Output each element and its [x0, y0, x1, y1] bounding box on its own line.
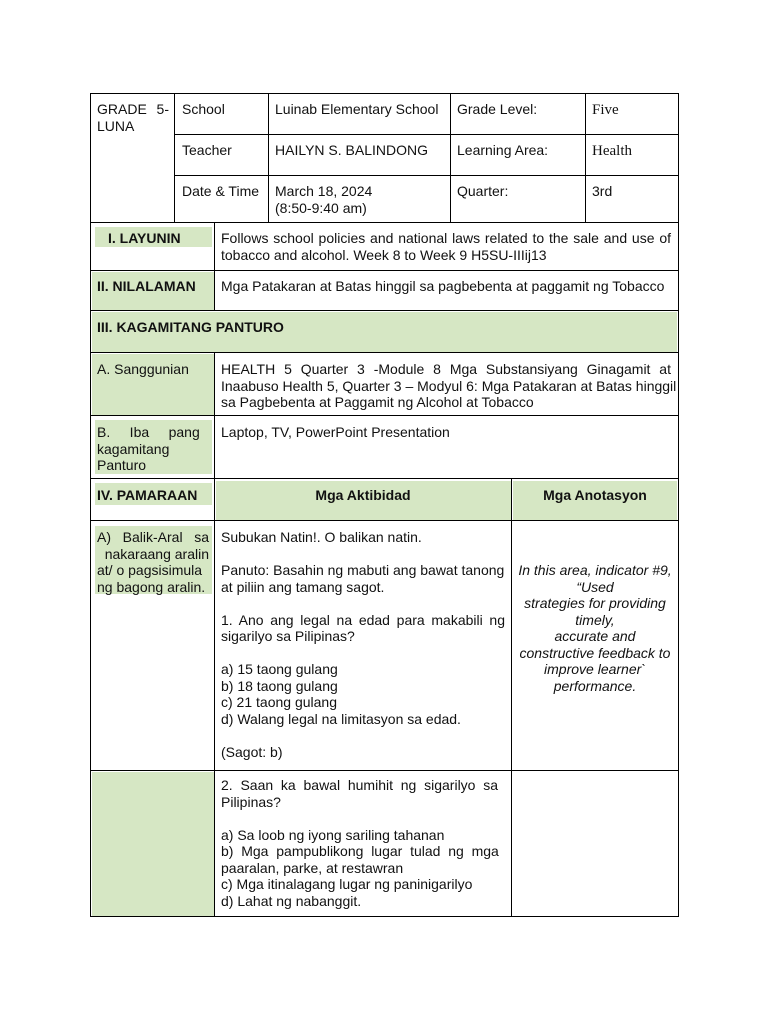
q2-line-2: Pilipinas?: [221, 793, 281, 810]
anot-line-7: improve learner`: [544, 661, 646, 677]
anot-line-6: constructive feedback to: [519, 644, 671, 661]
anot-line-2: “Used: [576, 578, 614, 595]
grade-level-value: Five: [592, 102, 619, 118]
sanggunian-label: A. Sanggunian: [97, 361, 189, 377]
grade-line-1: GRADE 5-: [97, 101, 169, 117]
rule-body-col1b: [214, 352, 215, 917]
anot-line-5: accurate and: [554, 628, 636, 644]
rule-top: [90, 93, 679, 94]
teacher-value: HAILYN S. BALINDONG: [275, 142, 429, 158]
activity-panuto-1: Panuto: Basahin ng mabuti ang bawat tanong: [221, 562, 505, 578]
q1-option-c: c) 21 taong gulang: [221, 694, 337, 710]
q2-line-1: 2. Saan ka bawal humihit ng sigarilyo sa: [221, 777, 499, 793]
rule-header-col4: [585, 93, 586, 223]
q2-option-b-2: paaralan, parke, at restawran: [221, 859, 404, 876]
layunin-line-2: tobacco and alcohol. Week 8 to Week 9 H5SU-IIIij13: [221, 246, 547, 263]
nilalaman-value: Mga Patakaran at Batas hinggil sa pagbebenta at paggamit ng Tobacco: [221, 278, 665, 294]
iba-line-1: B. Iba pang: [97, 424, 200, 440]
iba-label: [97, 424, 209, 474]
sanggunian-line-3: sa Pagbebenta at Paggamit ng Alcohol at Tobacco: [221, 394, 534, 410]
sanggunian-line-2: Inaabuso Health 5, Quarter 3 – Modyul 6: Mga Patakaran at Batas hinggil: [221, 377, 677, 394]
rule-teacher: [174, 175, 679, 176]
sanggunian-value: [221, 361, 677, 411]
balik-aral-line-3: at/ o pagsisimula: [97, 562, 203, 578]
rule-question1: [90, 770, 679, 771]
school-label: School: [182, 101, 225, 117]
iba-line-2: kagamitang: [97, 440, 170, 457]
kagamitan-label: III. KAGAMITANG PANTURO: [97, 319, 284, 335]
rule-kagamitan: [90, 352, 679, 353]
nilalaman-label: II. NILALAMAN: [97, 278, 196, 294]
learning-area-value: Health: [592, 143, 632, 159]
q1-option-d: d) Walang legal na limitasyon sa edad.: [221, 710, 461, 727]
rule-header-col3: [450, 93, 451, 223]
grade-level-label: Grade Level:: [457, 101, 538, 117]
grade-section: [97, 101, 169, 134]
anotasyon-note: [512, 562, 678, 694]
rule-school: [174, 134, 679, 135]
sanggunian-line-1: HEALTH 5 Quarter 3 -Module 8 Mga Substansiyang Ginagamit at: [221, 361, 671, 377]
balik-aral-line-4: ng bagong aralin.: [97, 578, 206, 595]
q2-option-a: a) Sa loob ng iyong sariling tahanan: [221, 826, 445, 843]
activity-question-2: [221, 777, 505, 909]
rule-header-bottom: [90, 222, 679, 223]
quarter-label: Quarter:: [457, 183, 509, 199]
layunin-label: I. LAYUNIN: [108, 230, 181, 246]
learning-area-label: Learning Area:: [457, 142, 549, 158]
time-value: (8:50-9:40 am): [275, 199, 367, 216]
anot-line-4: timely,: [575, 611, 615, 628]
balik-aral-label: [97, 529, 209, 595]
q1-answer: (Sagot: b): [221, 743, 283, 760]
rule-body-col1a: [214, 222, 215, 311]
rule-sanggunian: [90, 415, 679, 416]
rule-pamaraan: [90, 520, 679, 521]
aktibidad-header: Mga Aktibidad: [315, 487, 411, 503]
rule-header-col1: [174, 93, 175, 223]
anot-line-1: In this area, indicator #9,: [518, 562, 672, 578]
pamaraan-label: IV. PAMARAAN: [97, 487, 198, 503]
q1-line-1: 1. Ano ang legal na edad para makabili ng: [221, 611, 505, 628]
second-row-left-bg: [92, 772, 214, 916]
q2-option-b-1: b) Mga pampublikong lugar tulad ng mga: [221, 843, 499, 859]
q2-option-c: c) Mga itinalagang lugar ng paninigarilyo: [221, 876, 473, 892]
iba-value: Laptop, TV, PowerPoint Presentation: [221, 424, 450, 440]
date-value: March 18, 2024: [275, 183, 373, 199]
grade-line-2: LUNA: [97, 117, 135, 134]
activity-intro: Subukan Natin!. O balikan natin.: [221, 529, 422, 545]
balik-aral-line-1: A) Balik-Aral sa: [97, 529, 209, 545]
quarter-value: 3rd: [592, 183, 613, 199]
iba-line-3: Panturo: [97, 457, 147, 473]
q2-option-d: d) Lahat ng nabanggit.: [221, 892, 362, 909]
layunin-value: [221, 230, 671, 263]
rule-bottom: [90, 916, 679, 917]
anotasyon-header: Mga Anotasyon: [543, 487, 647, 503]
q1-option-b: b) 18 taong gulang: [221, 677, 338, 694]
layunin-line-1: Follows school policies and national laws related to the sale and use of: [221, 230, 671, 246]
teacher-label: Teacher: [182, 142, 232, 158]
q1-option-a: a) 15 taong gulang: [221, 661, 338, 677]
rule-layunin: [90, 270, 679, 271]
rule-iba: [90, 478, 679, 479]
q1-line-2: sigarilyo sa Pilipinas?: [221, 628, 355, 644]
datetime-value: [275, 183, 372, 216]
anot-line-3: strategies for providing: [524, 595, 666, 611]
rule-nilalaman: [90, 310, 679, 311]
rule-left: [90, 93, 91, 917]
anot-line-8: performance.: [553, 677, 637, 694]
balik-aral-line-2: nakaraang aralin: [104, 545, 209, 562]
rule-body-col2: [511, 478, 512, 917]
rule-header-col2: [268, 93, 269, 223]
activity-panuto-2: at piliin ang tamang sagot.: [221, 578, 385, 595]
activity-question-1: [221, 529, 505, 760]
datetime-label: Date & Time: [182, 183, 260, 199]
school-value: Luinab Elementary School: [275, 101, 439, 117]
rule-right: [678, 93, 679, 917]
